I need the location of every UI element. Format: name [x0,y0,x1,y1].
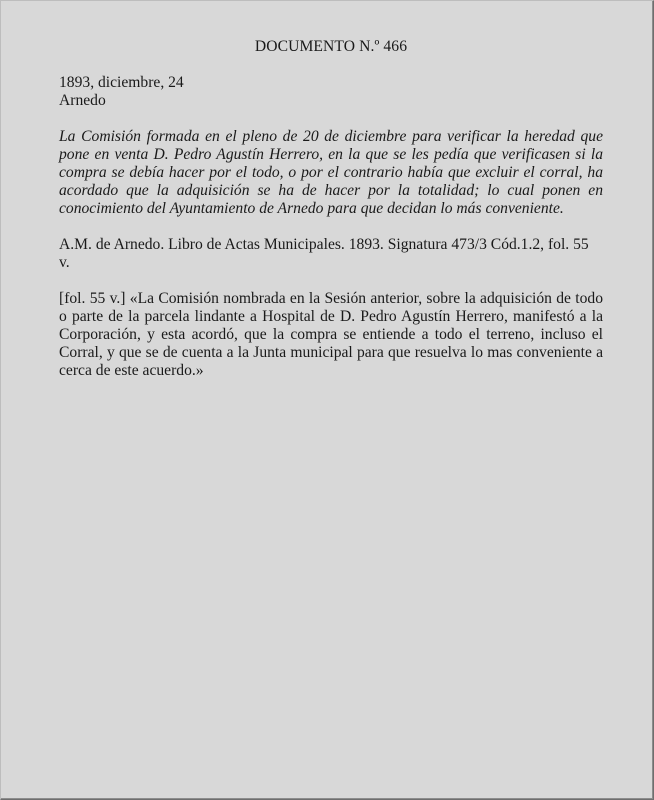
document-date: 1893, diciembre, 24 [59,74,184,91]
document-source: A.M. de Arnedo. Libro de Actas Municipales. 1893. Signatura 473/3 Cód.1.2, fol. 55 v. [59,236,589,271]
document-summary: La Comisión formada en el pleno de 20 de diciembre para verificar la heredad que pone en venta D. Pedro Agustín Herrero, en la que se les pedía que verificasen si la compra se debía hacer por el todo, o por el contrario había que excluir el corral, ha acordado que la adquisición se ha de hacer por la totalidad; lo cual ponen en conocimiento del Ayuntamiento de Arnedo para que decidan lo más conveniente. [59,128,603,217]
document-transcription: [fol. 55 v.] «La Comisión nombrada en la Sesión anterior, sobre la adquisición de todo o parte de la parcela lindante a Hospital de D. Pedro Agustín Herrero, manifestó a la Corporación, y esta acordó, que la compra se entiende a todo el terreno, incluso el Corral, y que se de cuenta a la Junta municipal para que resuelva lo mas conveniente a cerca de este acuerdo.» [59,290,603,379]
document-place: Arnedo [59,92,106,109]
document-content [59,38,603,380]
document-title: DOCUMENTO N.º 466 [254,38,408,55]
